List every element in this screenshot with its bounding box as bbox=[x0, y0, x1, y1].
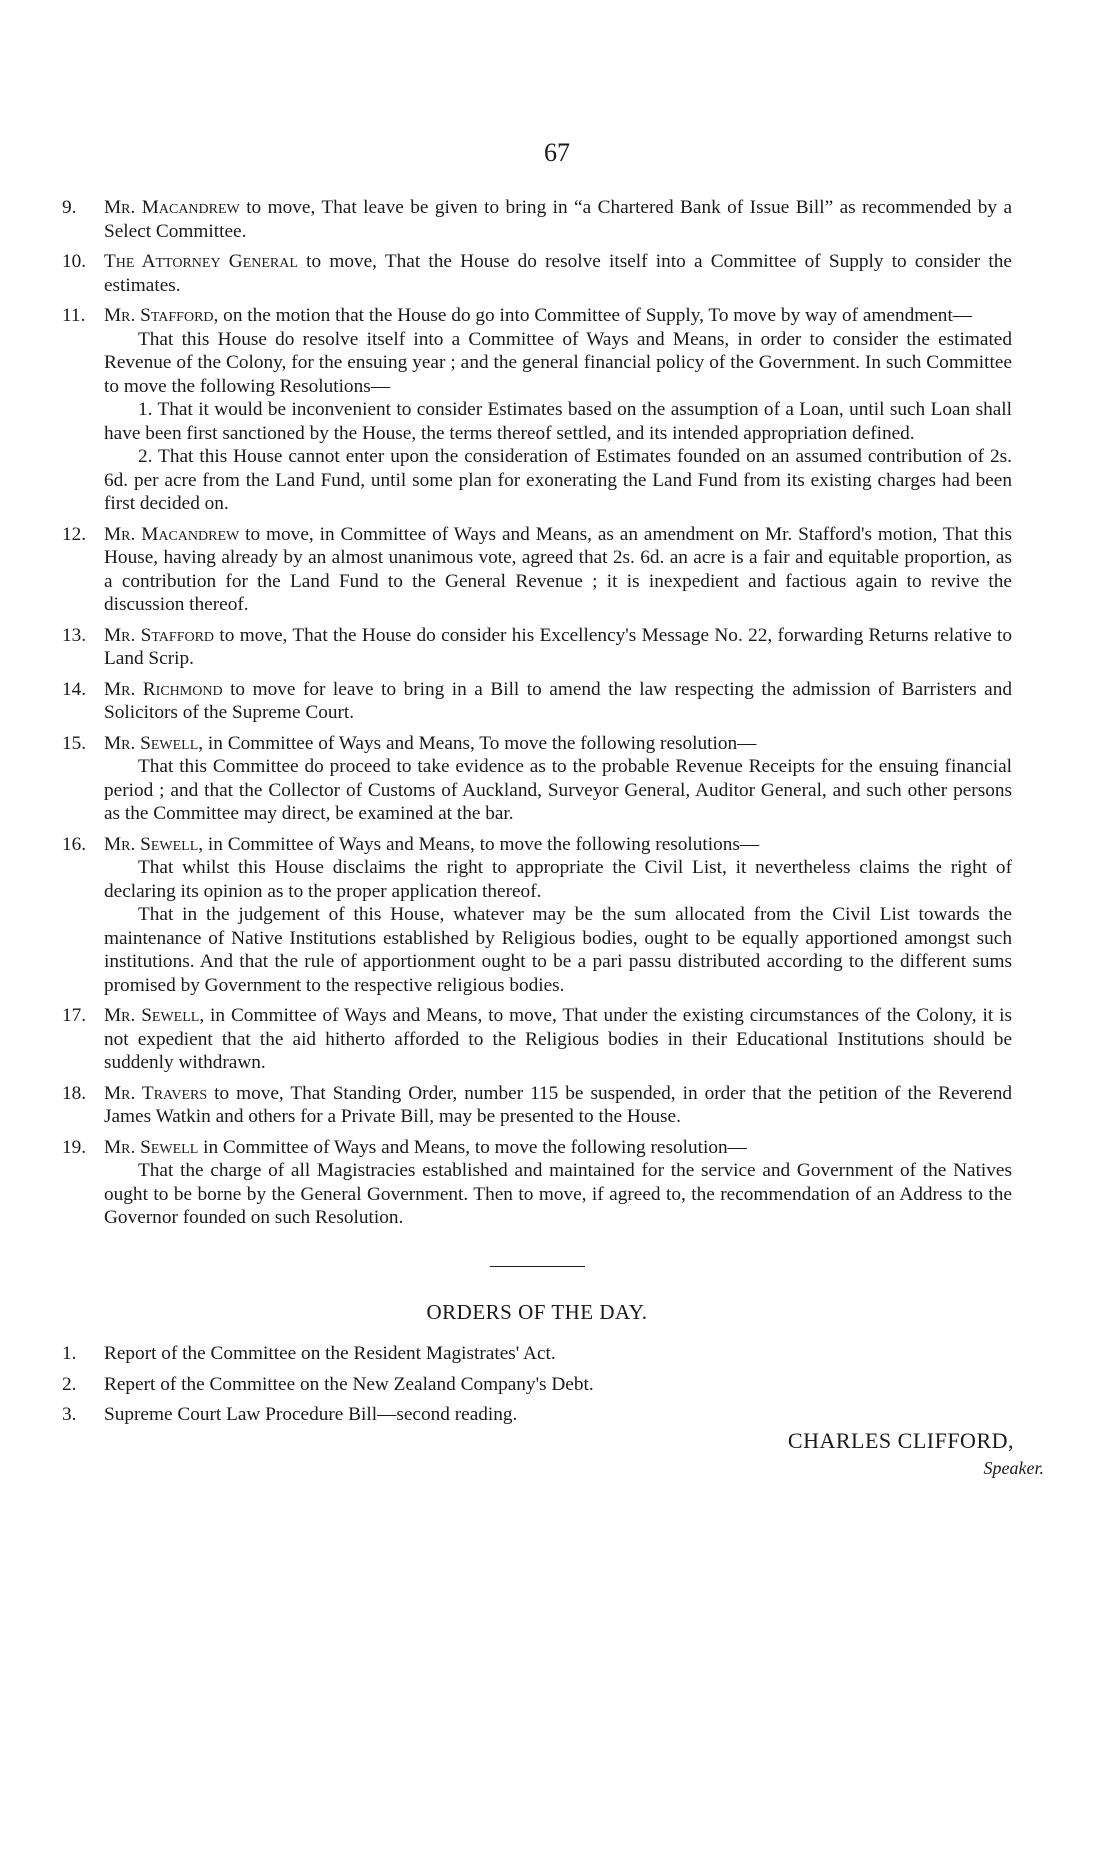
order-text: Report of the Committee on the Resident Magistrates' Act. bbox=[104, 1343, 556, 1364]
member-name: Mr. Travers bbox=[104, 1082, 208, 1104]
order-item bbox=[62, 1342, 1012, 1366]
member-name: The Attorney General bbox=[104, 251, 298, 272]
motion-paragraph: 2. That this House cannot enter upon the consideration of Estimates founded on an assumed contribution of 2s. 6d. per acre from the Land Fund, until some plan for exonerating the Land Fund from its existing charges had been first decided on. bbox=[104, 446, 1012, 514]
motion-text: in Committee of Ways and Means, to move the following resolution— bbox=[198, 1136, 747, 1158]
order-number: 2. bbox=[62, 1373, 77, 1395]
motion-text: to move, That the House do consider his Excellency's Message No. 22, forwarding Returns relative to Land Scrip. bbox=[104, 624, 1012, 669]
motion-lead bbox=[104, 624, 1012, 671]
motion-item bbox=[62, 1004, 1012, 1075]
motion-item bbox=[62, 732, 1012, 826]
motion-number: 11. bbox=[62, 305, 86, 326]
section-divider bbox=[490, 1266, 585, 1267]
orders-list bbox=[62, 1342, 1012, 1427]
motion-item bbox=[62, 1082, 1012, 1129]
member-name: Mr. Macandrew bbox=[104, 197, 240, 218]
motion-paragraph: That this Committee do proceed to take evidence as to the probable Revenue Receipts for the ensuing financial period ; and that the Collector of Customs of Auckland, Surveyor General, Auditor General, and such other persons as the Committee may direct, be examined at the bar. bbox=[104, 756, 1012, 824]
motion-lead bbox=[104, 523, 1012, 617]
order-number: 3. bbox=[62, 1404, 77, 1425]
motion-lead bbox=[104, 1136, 1012, 1160]
motion-number: 17. bbox=[62, 1005, 87, 1026]
motion-number: 15. bbox=[62, 732, 87, 754]
motion-number: 12. bbox=[62, 523, 87, 545]
motion-paragraph: 1. That it would be inconvenient to consider Estimates based on the assumption of a Loan, until such Loan shall have been first sanctioned by the House, the terms thereof settled, and its intended appropriation defined. bbox=[104, 399, 1012, 444]
motion-text: to move, in Committee of Ways and Means, as an amendment on Mr. Stafford's motion, That this House, having already by an almost unanimous vote, agreed that 2s. 6d. an acre is a fair and equitable proportion, as a contribution for the Land Fund to the General Revenue ; it is inexpedient and factious again to revive the discussion thereof. bbox=[104, 523, 1012, 615]
order-text: Supreme Court Law Procedure Bill—second reading. bbox=[104, 1404, 518, 1425]
motion-text: , in Committee of Ways and Means, To move the following resolution— bbox=[198, 732, 757, 754]
motion-lead bbox=[104, 304, 1012, 328]
member-name: Mr. Sewell bbox=[104, 833, 199, 855]
motion-lead bbox=[104, 732, 1012, 756]
motion-item bbox=[62, 1136, 1012, 1230]
motion-text: to move, That the House do resolve itself into a Committee of Supply to consider the estimates. bbox=[104, 251, 1012, 296]
motion-text: to move for leave to bring in a Bill to amend the law respecting the admission of Barristers and Solicitors of the Supreme Court. bbox=[104, 678, 1012, 723]
motion-number: 18. bbox=[62, 1082, 87, 1104]
order-item bbox=[62, 1373, 1012, 1397]
orders-heading: ORDERS OF THE DAY. bbox=[426, 1299, 648, 1324]
motion-text: , on the motion that the House do go into Committee of Supply, To move by way of amendment— bbox=[213, 305, 973, 326]
motion-lead bbox=[104, 250, 1012, 297]
motion-item bbox=[62, 304, 1012, 516]
motion-item bbox=[62, 523, 1012, 617]
motion-number: 14. bbox=[62, 678, 87, 700]
motion-text: , in Committee of Ways and Means, to move the following resolutions— bbox=[198, 833, 760, 855]
motion-text: to move, That Standing Order, number 115 be suspended, in order that the petition of the Reverend James Watkin and others for a Private Bill, may be presented to the House. bbox=[104, 1082, 1012, 1127]
motion-lead bbox=[104, 1004, 1012, 1075]
member-name: Mr. Sewell bbox=[104, 1005, 200, 1026]
signatory-name: CHARLES CLIFFORD, bbox=[787, 1428, 1014, 1453]
signatory-title: Speaker. bbox=[983, 1458, 1044, 1478]
motion-item bbox=[62, 196, 1012, 243]
order-text: Repert of the Committee on the New Zealand Company's Debt. bbox=[104, 1373, 594, 1395]
member-name: Mr. Sewell bbox=[104, 1136, 199, 1158]
motion-item bbox=[62, 833, 1012, 998]
motion-lead bbox=[104, 1082, 1012, 1129]
motion-number: 19. bbox=[62, 1136, 87, 1158]
motion-text: , in Committee of Ways and Means, to move, That under the existing circumstances of the Colony, it is not expedient that the aid hitherto afforded to the Religious bodies in their Educational Institutions should be suddenly withdrawn. bbox=[104, 1005, 1012, 1073]
member-name: Mr. Sewell bbox=[104, 732, 199, 754]
motion-item bbox=[62, 250, 1012, 297]
motion-paragraph: That whilst this House disclaims the right to appropriate the Civil List, it nevertheless claims the right of declaring its opinion as to the proper application thereof. bbox=[104, 857, 1012, 902]
member-name: Mr. Stafford bbox=[104, 305, 214, 326]
member-name: Mr. Macandrew bbox=[104, 523, 240, 545]
motion-number: 10. bbox=[62, 251, 87, 272]
order-paper-content bbox=[62, 196, 1012, 1434]
motion-number: 16. bbox=[62, 833, 87, 855]
motion-item bbox=[62, 624, 1012, 671]
motion-item bbox=[62, 678, 1012, 725]
motion-lead bbox=[104, 678, 1012, 725]
motion-list bbox=[62, 196, 1012, 1230]
motion-paragraph: That this House do resolve itself into a Committee of Ways and Means, in order to consider the estimated Revenue of the Colony, for the ensuing year ; and the general financial policy of the Government. In such Committee to move the following Resolutions— bbox=[104, 328, 1012, 397]
order-number: 1. bbox=[62, 1343, 77, 1364]
page-number: 67 bbox=[544, 138, 570, 167]
signature-block bbox=[787, 1428, 1044, 1479]
member-name: Mr. Richmond bbox=[104, 678, 223, 700]
motion-number: 9. bbox=[62, 197, 77, 218]
motion-number: 13. bbox=[62, 624, 87, 646]
motion-lead bbox=[104, 196, 1012, 243]
order-item bbox=[62, 1403, 1012, 1427]
motion-paragraph: That in the judgement of this House, whatever may be the sum allocated from the Civil List towards the maintenance of Native Institutions established by Religious bodies, ought to be equally apportioned amongst such institutions. And that the rule of apportionment ought to be a pari passu distributed according to the different sums promised by Government to the respective religious bodies. bbox=[104, 904, 1012, 996]
motion-lead bbox=[104, 833, 1012, 857]
member-name: Mr. Stafford bbox=[104, 624, 215, 646]
motion-paragraph: That the charge of all Magistracies established and maintained for the service and Government of the Natives ought to be borne by the General Government. Then to move, if agreed to, the recommendation of an Address to the Governor founded on such Resolution. bbox=[104, 1160, 1012, 1228]
motion-text: to move, That leave be given to bring in “a Chartered Bank of Issue Bill” as recommended by a Select Committee. bbox=[104, 197, 1012, 242]
